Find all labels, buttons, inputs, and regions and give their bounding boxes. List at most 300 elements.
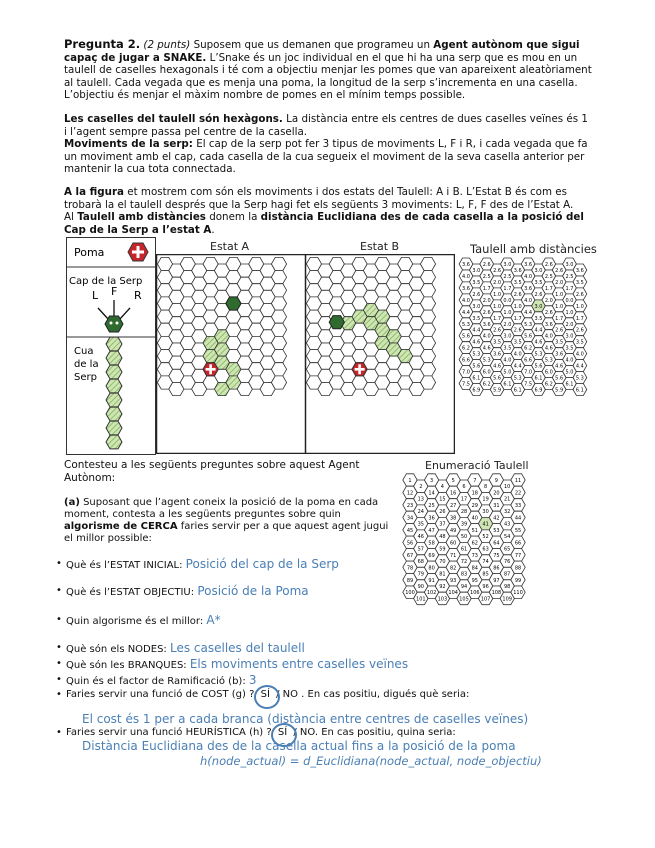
hex-cell-label: 74 <box>482 559 489 566</box>
q-nodes: Què són els NODES: <box>66 644 167 655</box>
tail-segment <box>106 351 122 365</box>
hex-cell-label: 5.3 <box>575 375 584 382</box>
hex-cell-label: 4.4 <box>513 363 522 370</box>
hex-cell-label: 5.6 <box>555 375 564 382</box>
hex-cell-label: 102 <box>426 590 437 597</box>
hex-cell-label: 55 <box>514 527 522 534</box>
hex-cell-label: 5.3 <box>534 351 543 358</box>
move-f-label: F <box>111 285 118 298</box>
hex-cell-label: 41 <box>482 521 489 528</box>
hex-cell-label: 6.1 <box>513 387 522 394</box>
hex-cell-label: 4.6 <box>555 363 564 370</box>
hex-cell-label: 3.5 <box>493 339 502 346</box>
cost-si-circle <box>254 685 280 709</box>
hex-cell-label: 2.0 <box>503 321 512 328</box>
hex-cell-label: 1.0 <box>493 291 502 298</box>
item-algorisme <box>66 614 221 628</box>
board-state-a <box>156 254 306 454</box>
hex-cell-label: 25 <box>428 502 435 509</box>
hex-cell-label: 17 <box>460 496 468 503</box>
legend-box <box>66 237 156 455</box>
hex-cell-label: 4.0 <box>524 273 533 280</box>
hex-cell-label: 3.0 <box>565 333 574 340</box>
heur-si-text: SÍ <box>277 727 288 738</box>
hex-cell-label: 76 <box>504 559 511 566</box>
moves-rule-title: Moviments de la serp: <box>64 138 193 151</box>
hex-cell-label: 1.7 <box>575 315 584 322</box>
enumeracio-label: Enumeració Taulell <box>425 459 529 472</box>
hex-cell-label: 31 <box>493 502 500 509</box>
hex-cell-label: 52 <box>482 534 489 541</box>
question-points: (2 punts) <box>143 39 191 51</box>
intro-bold: Agent autònom que sigui capaç de jugar a SNAKE. <box>64 39 580 64</box>
hex-cell-label: 38 <box>450 515 457 522</box>
hex-cell-label: 19 <box>482 496 489 503</box>
intro-paragraph <box>64 38 594 102</box>
hex-cell-label: 67 <box>406 552 414 559</box>
hex-cell-label: 22 <box>514 490 522 497</box>
hex-cell-label: 61 <box>460 546 468 553</box>
board-state-b <box>305 254 455 454</box>
hex-cell-label: 1.7 <box>513 315 522 322</box>
hex-cell-label: 3.5 <box>534 279 543 286</box>
tail-segment <box>106 379 122 393</box>
hex-cell-label: 89 <box>406 577 414 584</box>
hex-cell-label: 5.0 <box>565 369 574 376</box>
hex-cell-label: 43 <box>504 521 511 528</box>
hex-cell-label: 4.6 <box>482 345 491 352</box>
hex-cell <box>271 350 286 363</box>
hex-cell-label: 45 <box>406 527 414 534</box>
hex-cell-label: 3.6 <box>575 267 584 274</box>
hex-cell-label: 5.3 <box>462 321 470 328</box>
hex-cell <box>420 284 435 297</box>
hex-cell-label: 3.0 <box>534 303 543 310</box>
hex-cell-label: 99 <box>514 577 522 584</box>
hex-cell-label: 5.3 <box>513 375 522 382</box>
hex-cell-label: 60 <box>450 540 457 547</box>
snake-head-icon <box>226 297 241 310</box>
hex-cell-label: 39 <box>460 521 468 528</box>
a-algorisme: A* <box>206 613 221 627</box>
q-branques: Què són les BRANQUES: <box>66 660 187 671</box>
hex-cell-label: 2.5 <box>482 273 491 280</box>
question-title: Pregunta 2. <box>64 37 141 51</box>
hex-cell-label: 3.6 <box>493 351 502 358</box>
hex-cell-label: 15 <box>439 496 446 503</box>
item-branques <box>66 658 408 672</box>
hex-cell-label: 9 <box>494 478 498 484</box>
item-ramificacio <box>66 674 257 688</box>
hex-cell-label: 4.6 <box>534 339 543 346</box>
hex-cell-label: 6.0 <box>482 369 491 376</box>
hex-cell-label: 4.4 <box>534 327 543 334</box>
hex-cell-label: 3.5 <box>565 345 574 352</box>
hex-cell-label: 28 <box>460 509 468 516</box>
hex-cell-label: 83 <box>460 571 468 578</box>
hex-cell-label: 4.0 <box>544 333 553 340</box>
hex-cell-label: 3.6 <box>524 285 533 292</box>
move-l-label: L <box>92 289 99 302</box>
hex-cell-label: 95 <box>471 577 478 584</box>
hex-cell-label: 2.6 <box>544 309 553 316</box>
hex-cell-label: 3.0 <box>503 262 512 268</box>
hex-cell-label: 49 <box>450 527 457 534</box>
a-cost: El cost és 1 per a cada branca (distància entre centres de caselles veïnes) <box>82 712 529 726</box>
cost-si-text: SÍ <box>260 689 270 700</box>
hex-cell-label: 2.6 <box>472 291 481 298</box>
hex-cell-label: 6.0 <box>544 369 553 376</box>
intro-text-1: Suposem que us demanen que programeu un <box>193 39 430 51</box>
hex-cell-label: 32 <box>504 509 511 516</box>
hex-cell-label: 1.0 <box>565 309 574 316</box>
hex-cell-label: 106 <box>470 590 480 597</box>
tail-segment <box>106 393 122 407</box>
hex-cell-label: 98 <box>504 584 511 591</box>
hex-cell-label: 48 <box>439 534 446 541</box>
hex-cell-label: 72 <box>460 559 468 566</box>
hex-cell-label: 42 <box>493 515 500 522</box>
hex-cell-label: 6.1 <box>534 375 543 382</box>
hex-cell-label: 79 <box>417 571 424 578</box>
hex-cell-label: 1.7 <box>565 285 574 292</box>
hex-cell-label: 8 <box>484 484 488 491</box>
hex-cell-label: 3.5 <box>575 279 584 286</box>
hex-cell-label: 1.7 <box>503 285 512 292</box>
q-algorisme: Quin algorisme és el millor: <box>66 616 204 627</box>
q-heuristica-post: / NO. En cas positiu, quina seria: <box>293 727 456 738</box>
hex-cell-label: 70 <box>439 559 446 566</box>
rules-paragraph <box>64 113 594 176</box>
hex-cell-label: 1 <box>408 478 412 484</box>
board-enumeration <box>402 470 552 660</box>
q-estat-objectiu: Què és l’ESTAT OBJECTIU: <box>66 587 195 598</box>
hex-cell-label: 4.6 <box>493 363 502 370</box>
hex-cell-label: 63 <box>482 546 489 553</box>
moves-rule-text: El cap de la serp pot fer 3 tipus de moviments L, F i R, i cada vegada que fa un moviment amb el cap, cada casella de la cua segueix el moviment de la seva casella anterior per mantenir la cua tota connectada. <box>64 138 588 176</box>
hex-cell-label: 54 <box>504 534 511 541</box>
hex-cell-label: 7 <box>473 478 477 484</box>
hex-cell-label: 71 <box>450 552 457 559</box>
hex-cell-label: 29 <box>471 502 478 509</box>
hex-cell-label: 3.6 <box>462 285 470 292</box>
hex-cell-label: 3 <box>430 478 434 484</box>
hex-cell-label: 7.5 <box>524 381 533 388</box>
hex-cell-label: 3.0 <box>565 262 574 268</box>
heuristic-formula: h(node_actual) = d_Euclidiana(node_actual, node_objectiu) <box>200 754 542 768</box>
tail-segment <box>106 421 122 435</box>
hex-cell-label: 100 <box>405 590 415 597</box>
hex-cell-label: 3.6 <box>462 262 470 268</box>
figure-bold: A la figura <box>64 186 124 198</box>
hex-rule-title: Les caselles del taulell són hexàgons. <box>64 113 283 125</box>
hex-cell-label: 6.1 <box>565 381 574 388</box>
hex-cell-label: 14 <box>428 490 435 497</box>
hex-cell-label: 2.6 <box>513 291 522 298</box>
hex-cell-label: 84 <box>471 565 478 572</box>
hex-cell-label: 4.4 <box>462 309 470 316</box>
question-a-bold: algorisme de CERCA <box>64 521 178 532</box>
hex-cell-label: 6.9 <box>534 387 543 394</box>
hex-cell-label: 2.6 <box>482 309 491 316</box>
hex-cell-label: 2.6 <box>575 327 584 334</box>
hex-cell-label: 3.0 <box>472 267 481 274</box>
hex-cell-label: 94 <box>460 584 468 591</box>
hex-cell-label: 65 <box>504 546 511 553</box>
hex-cell-label: 5.6 <box>493 375 502 382</box>
hex-rule-text: La distància entre els centres de dues caselles veïnes és 1 i l’agent sempre passa pel centre de la casella. <box>64 113 588 138</box>
hex-cell-label: 2.0 <box>482 297 491 304</box>
hex-cell-label: 64 <box>493 540 500 547</box>
hex-cell-label: 5.3 <box>472 351 481 358</box>
legend-cua-1: Cua <box>74 346 94 357</box>
hex-cell-label: 3.5 <box>513 339 522 346</box>
hex-cell-label: 12 <box>406 490 414 497</box>
hex-cell-label: 2.0 <box>555 279 564 286</box>
question-a-label: (a) <box>64 497 80 508</box>
hex-cell <box>420 297 435 310</box>
hex-cell-label: 6.1 <box>503 381 512 388</box>
item-estat-objectiu <box>66 585 309 599</box>
hex-cell-label: 5.0 <box>503 369 512 376</box>
hex-cell-label: 53 <box>493 527 500 534</box>
hex-cell-label: 26 <box>439 509 446 516</box>
hex-cell-label: 35 <box>417 521 424 528</box>
intro-text-2: L’Snake és un joc individual en el que hi ha una serp que es mou en un taulell de caselles hexagonals i té com a objectiu menjar les pomes que van apareixent aleatòriament al taulell. Cada vegada que es menja una poma, la longitud de la serp s’incrementa en una casella. L’objectiu és menjar el màxim nombre de pomes en el mínim temps possible. <box>64 51 592 102</box>
hex-cell-label: 2.6 <box>513 327 522 334</box>
hex-cell-label: 104 <box>448 590 458 597</box>
cost-si-option[interactable] <box>258 689 273 700</box>
hex-cell-label: 5.6 <box>472 363 481 370</box>
legend-poma-label: Poma <box>74 246 105 259</box>
hex-cell-label: 4.6 <box>472 339 481 346</box>
hex-cell-label: 4.0 <box>462 273 470 280</box>
hex-cell-label: 7.0 <box>524 369 533 376</box>
hex-cell-label: 4.4 <box>472 327 481 334</box>
hex-cell-label: 2.6 <box>555 267 564 274</box>
snake-tail-icon <box>106 337 122 449</box>
hex-cell-label: 0.0 <box>565 297 574 304</box>
hex-cell-label: 108 <box>491 590 502 597</box>
hex-cell-label: 92 <box>439 584 446 591</box>
hex-cell-label: 16 <box>450 490 457 497</box>
hex-cell <box>420 336 435 349</box>
hex-cell-label: 7.0 <box>462 369 470 376</box>
dist-mid: donem la <box>209 211 258 224</box>
q-cost: Faries servir una funció de COST (g) ? <box>66 689 255 700</box>
question-a <box>64 497 394 545</box>
hex-cell-label: 85 <box>482 571 489 578</box>
hex-cell-label: 2.0 <box>493 279 502 286</box>
hex-cell-label: 2 <box>419 484 423 491</box>
hex-cell-label: 3.0 <box>503 333 512 340</box>
a-heuristica: Distància Euclidiana des de la casella actual fins a la posició de la poma <box>82 739 516 753</box>
hex-cell-label: 13 <box>417 496 424 503</box>
estat-a-label: Estat A <box>210 240 250 253</box>
hex-cell-label: 1.0 <box>513 303 522 310</box>
snake-head-icon <box>98 300 130 332</box>
item-heuristica <box>66 727 456 739</box>
hex-cell-label: 3.5 <box>575 339 584 346</box>
hex-cell-label: 69 <box>428 552 435 559</box>
hex-cell-label: 23 <box>406 502 414 509</box>
hex-cell-label: 66 <box>514 540 522 547</box>
dist-bold-2: distància Euclidiana des de cada casella a la posició del Cap de la Serp a l’estat A <box>64 211 584 236</box>
dist-pre: Al <box>64 211 74 224</box>
hex-cell-label: 36 <box>428 515 435 522</box>
hex-cell-label: 88 <box>514 565 522 572</box>
hex-cell-label: 4.6 <box>544 345 553 352</box>
hex-cell-label: 6.1 <box>472 375 481 382</box>
hex-cell-label: 47 <box>428 527 435 534</box>
hex-cell-label: 62 <box>471 540 478 547</box>
hex-cell-label: 6.9 <box>472 387 481 394</box>
hex-cell-label: 4.0 <box>462 297 470 304</box>
hex-cell-label: 5.6 <box>524 333 533 340</box>
hex-cell-label: 4.0 <box>524 297 533 304</box>
item-cost <box>66 689 469 701</box>
hex-cell-label: 2.0 <box>544 297 553 304</box>
hex-cell-label: 2.6 <box>493 267 502 274</box>
hex-cell-label: 3.5 <box>472 279 481 286</box>
tail-segment <box>106 337 122 351</box>
hex-cell-label: 4.0 <box>503 357 512 364</box>
apple-icon <box>128 243 148 261</box>
hex-cell-label: 44 <box>514 515 522 522</box>
q-cost-post: / NO . En cas positiu, digués què seria: <box>276 689 470 700</box>
figure-text: et mostrem com són els moviments i dos estats del Taulell: A i B. L’Estat B és com es trobarà la el taulell després que la Serp hagi fet els següents 3 moviments: L, F, F des de l’Estat A. <box>64 186 574 211</box>
hex-cell-label: 33 <box>514 502 522 509</box>
hex-cell-label: 4 <box>440 484 444 491</box>
hex-cell-label: 4.4 <box>524 309 533 316</box>
hex-cell-label: 2.6 <box>575 291 584 298</box>
item-estat-inicial <box>66 558 339 572</box>
hex-cell-label: 103 <box>437 596 448 603</box>
hex-cell-label: 46 <box>417 534 424 541</box>
hex-cell <box>420 350 435 363</box>
hex-cell-label: 110 <box>513 590 523 597</box>
tail-segment <box>106 407 122 421</box>
hex-cell-label: 21 <box>504 496 511 503</box>
hex-cell-label: 30 <box>482 509 489 516</box>
hex-cell-label: 3.6 <box>524 262 533 268</box>
hex-cell-label: 107 <box>480 596 491 603</box>
hex-cell <box>271 271 286 284</box>
hex-cell-label: 0.0 <box>503 297 512 304</box>
tail-segment <box>106 365 122 379</box>
a-estat-objectiu: Posició de la Poma <box>197 584 309 598</box>
hex-cell-label: 51 <box>471 527 478 534</box>
figure-paragraph <box>64 186 594 236</box>
hex-cell <box>271 363 286 376</box>
hex-cell <box>271 336 286 349</box>
hex-cell-label: 86 <box>493 565 500 572</box>
hex-cell-label: 6.1 <box>575 387 584 394</box>
hex-cell-label: 87 <box>504 571 511 578</box>
hex-cell-label: 1.7 <box>544 285 553 292</box>
hex-cell <box>271 310 286 323</box>
hex-cell-label: 5.9 <box>493 387 502 394</box>
hex-cell-label: 5.3 <box>524 321 533 328</box>
hex-cell-label: 105 <box>459 596 469 603</box>
hex-cell-label: 2.6 <box>493 327 502 334</box>
hex-cell-label: 2.5 <box>503 273 512 280</box>
hex-cell-label: 3.6 <box>555 351 564 358</box>
hex-cell-label: 58 <box>428 540 435 547</box>
hex-cell-label: 11 <box>514 478 522 484</box>
hex-cell <box>271 297 286 310</box>
estat-b-label: Estat B <box>360 240 400 253</box>
hex-cell-label: 20 <box>493 490 500 497</box>
hex-cell-label: 27 <box>450 502 457 509</box>
a-ramificacio: 3 <box>248 673 257 687</box>
hex-cell-label: 2.6 <box>555 327 564 334</box>
hex-cell-label: 3.6 <box>544 321 553 328</box>
hex-cell <box>420 323 435 336</box>
questions-intro: Contesteu a les següents preguntes sobre aquest Agent Autònom: <box>64 459 360 484</box>
legend-cua-3: Serp <box>74 372 97 383</box>
hex-cell-label: 5 <box>451 478 455 484</box>
hex-cell-label: 5.3 <box>544 357 553 364</box>
hex-cell-label: 5.6 <box>534 363 543 370</box>
legend-cua-2: de la <box>74 359 99 370</box>
heur-si-option[interactable] <box>275 727 290 738</box>
hex-cell-label: 2.0 <box>565 321 574 328</box>
hex-cell-label: 7.5 <box>462 381 470 388</box>
hex-cell-label: 24 <box>417 509 424 516</box>
move-r-label: R <box>134 289 142 302</box>
question-a-text-1: Suposant que l’agent coneix la posició de la poma en cada moment, contesta a les següents preguntes sobre quin <box>64 497 379 520</box>
hex-cell-label: 78 <box>406 565 414 572</box>
hex-cell-label: 73 <box>471 552 478 559</box>
hex-cell-label: 3.5 <box>534 315 543 322</box>
apple-icon <box>352 363 367 376</box>
hex-cell-label: 3.6 <box>482 321 491 328</box>
hex-cell-label: 3.0 <box>534 267 543 274</box>
hex-cell-label: 3.0 <box>472 303 481 310</box>
hex-cell-label: 2.5 <box>544 273 553 280</box>
hex-cell <box>420 257 435 270</box>
dist-bold-1: Taulell amb distàncies <box>77 211 206 224</box>
hex-cell-label: 6.2 <box>462 345 470 352</box>
question-a-text-2: faries servir per a que aquest agent jugui el millor possible: <box>64 521 389 544</box>
hex-cell-label: 3.5 <box>472 315 481 322</box>
a-branques: Els moviments entre caselles veïnes <box>189 657 409 671</box>
hex-cell-label: 4.4 <box>575 363 584 370</box>
hex-cell-label: 82 <box>450 565 457 572</box>
hex-cell-label: 1.7 <box>555 315 564 322</box>
hex-cell-label: 50 <box>460 534 468 541</box>
hex-cell <box>420 271 435 284</box>
hex-cell-label: 4.0 <box>513 351 522 358</box>
hex-cell-label: 6.2 <box>544 381 553 388</box>
hex-cell <box>420 376 435 389</box>
hex-cell-label: 6 <box>462 484 466 491</box>
apple-icon <box>203 363 218 376</box>
tail-segment <box>106 435 122 449</box>
a-estat-inicial: Posició del cap de la Serp <box>185 557 339 571</box>
hex-cell-label: 57 <box>417 546 424 553</box>
hex-cell-label: 109 <box>502 596 512 603</box>
board-distances <box>458 254 608 454</box>
hex-cell-label: 1.0 <box>493 303 502 310</box>
hex-cell-label: 2.6 <box>482 262 491 268</box>
a-nodes: Les caselles del taulell <box>169 641 305 655</box>
hex-cell <box>271 284 286 297</box>
hex-cell <box>271 376 286 389</box>
hex-cell-label: 5.3 <box>482 357 491 364</box>
hex-cell-label: 2.6 <box>544 262 553 268</box>
